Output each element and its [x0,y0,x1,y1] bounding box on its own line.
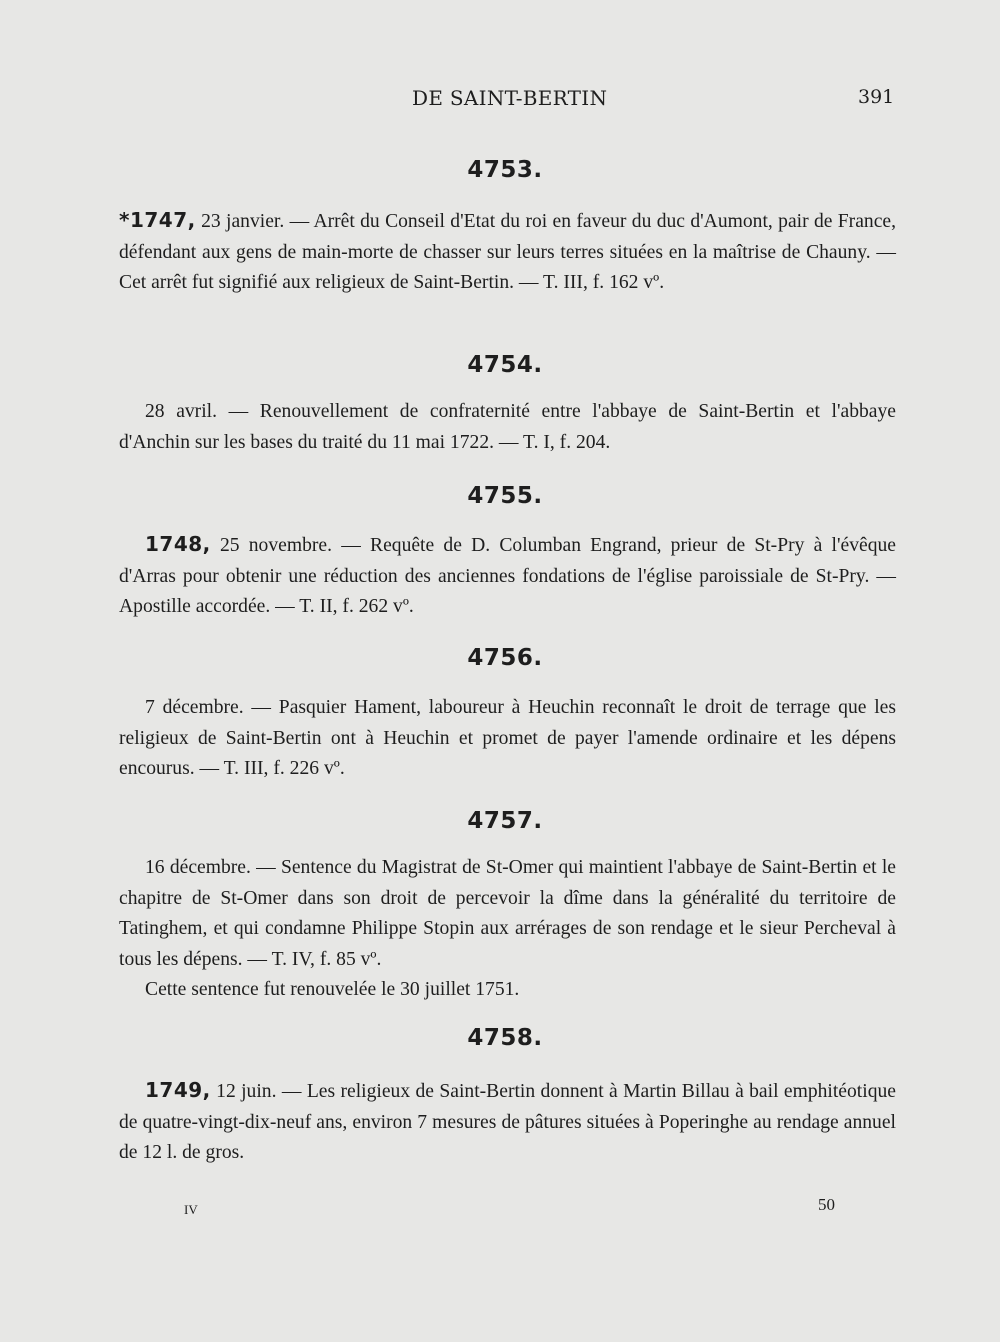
entry-number-4758: 4758. [467,1025,543,1051]
entry-body: 28 avril. — Renouvellement de confraternité entre l'abbaye de Saint-Bertin et l'abbaye d'Anchin sur les bases du traité du 11 mai 1722. — T. I, f. 204. [119,401,896,453]
entry-body: 25 novembre. — Requête de D. Columban Engrand, prieur de St-Pry à l'évêque d'Arras pour obtenir une réduction des anciennes fondations de l'église paroissiale de St-Pry. — Apostille accordée. — T. II, f. 262 vº. [119,535,896,617]
running-head [0,86,1000,112]
entry-number-4754: 4754. [467,352,543,378]
running-title: DE SAINT-BERTIN [412,86,608,110]
entry-text-4758 [119,1075,896,1169]
entry-body: 23 janvier. — Arrêt du Conseil d'Etat du roi en faveur du duc d'Aumont, pair de France, défendant aux gens de main-morte de chasser sur leurs terres situées en la maîtrise de Chauny. — Cet arrêt fut signifié aux religieux de Saint-Bertin. — T. III, f. 162 vº. [119,211,896,293]
page-number: 391 [858,86,895,108]
entry-year: 1748, [145,532,211,556]
entry-text-4755 [119,529,896,623]
entry-body: 12 juin. — Les religieux de Saint-Bertin donnent à Martin Billau à bail emphitéotique de quatre-vingt-dix-neuf ans, environ 7 mesures de pâtures situées à Poperinghe au rendage annuel de 12 l. de gros. [119,1081,896,1163]
entry-number-4757: 4757. [467,808,543,834]
entry-text-4756 [119,693,896,785]
entry-text-4757 [119,853,896,1006]
entry-text-4753 [119,205,896,299]
entry-body: 7 décembre. — Pasquier Hament, laboureur à Heuchin reconnaît le droit de terrage que les religieux de Saint-Bertin ont à Heuchin et promet de payer l'amende ordinaire et les dépens encourus. — T. III, f. 226 vº. [119,697,896,779]
entry-body: 16 décembre. — Sentence du Magistrat de St-Omer qui maintient l'abbaye de Saint-Bertin et le chapitre de St-Omer dans son droit de percevoir la dîme dans la généralité du territoire de Tatinghem, et qui condamne Philippe Stopin aux arrérages de son rendage et le sieur Percheval à tous les dépens. — T. IV, f. 85 vº. [119,857,896,970]
footer-signature: IV [184,1202,198,1217]
footer-sheet-number: 50 [818,1195,835,1214]
entry-number-4753: 4753. [467,157,543,183]
entry-text-4754 [119,397,896,458]
entry-number-4755: 4755. [467,483,543,509]
entry-number-4756: 4756. [467,645,543,671]
entry-year: *1747, [119,208,196,232]
entry-note: Cette sentence fut renouvelée le 30 juillet 1751. [145,979,520,1000]
entry-year: 1749, [145,1078,211,1102]
